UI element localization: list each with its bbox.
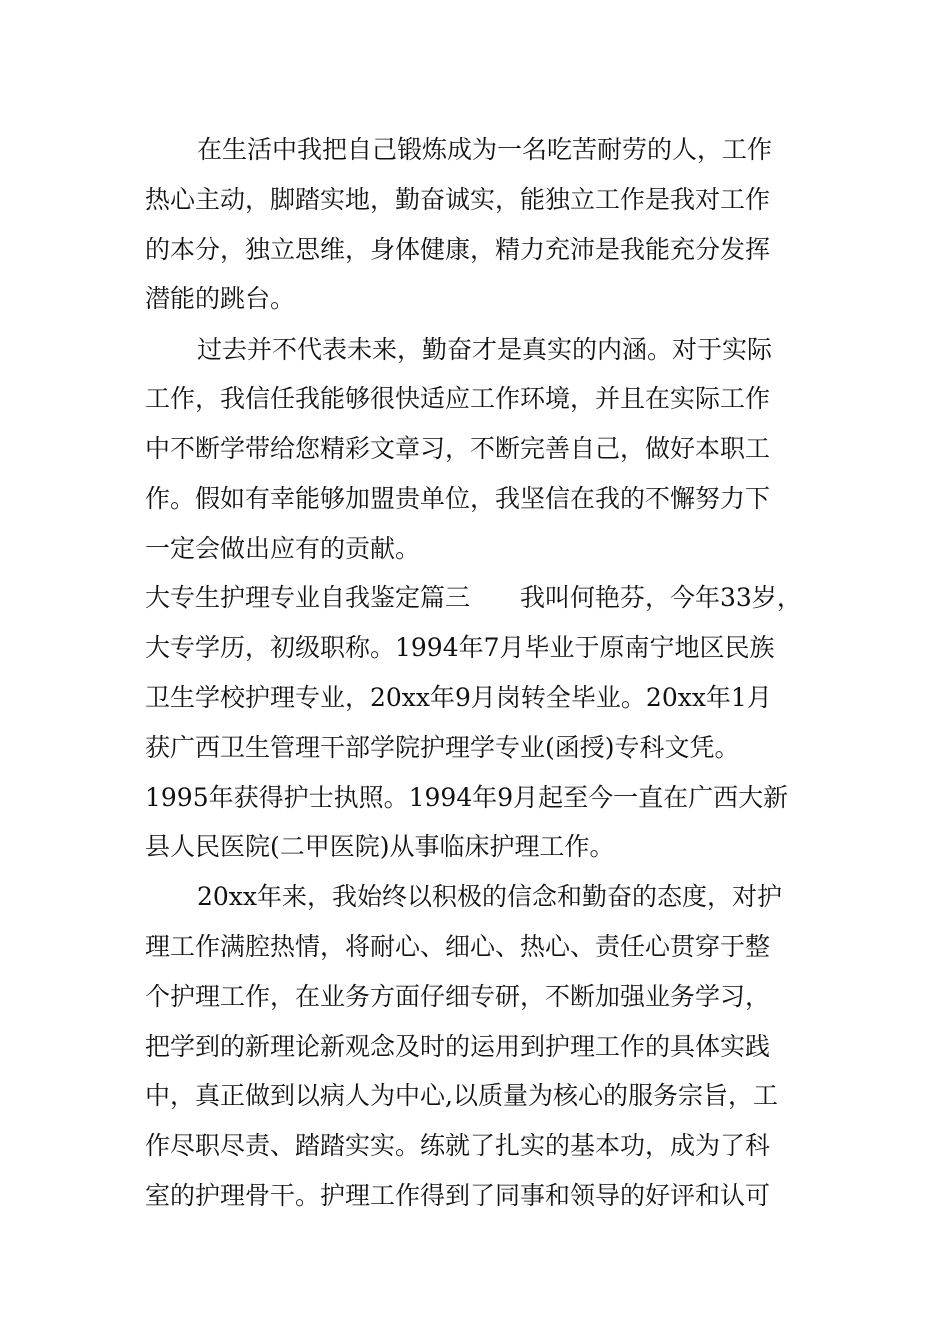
text-line: 作。假如有幸能够加盟贵单位，我坚信在我的不懈努力下 [145, 484, 771, 513]
section-heading-line: 大专生护理专业自我鉴定篇三 我叫何艳芬，今年33岁， [145, 583, 802, 612]
text-line: 县人民医院(二甲医院)从事临床护理工作。 [145, 832, 615, 861]
text-line: 的本分，独立思维，身体健康，精力充沛是我能充分发挥 [145, 235, 771, 264]
text-line: 大专学历，初级职称。1994年7月毕业于原南宁地区民族 [145, 633, 775, 662]
text-line: 热心主动，脚踏实地，勤奋诚实，能独立工作是我对工作 [145, 185, 771, 214]
text-line: 获广西卫生管理干部学院护理学专业(函授)专科文凭。 [145, 733, 740, 762]
text-line: 20xx年来，我始终以积极的信念和勤奋的态度，对护 [197, 882, 783, 911]
text-line: 中，真正做到以病人为中心,以质量为核心的服务宗旨，工 [145, 1081, 778, 1110]
text-line: 潜能的跳台。 [145, 284, 296, 313]
text-line: 个护理工作，在业务方面仔细专研，不断加强业务学习， [145, 982, 771, 1011]
text-line: 在生活中我把自己锻炼成为一名吃苦耐劳的人，工作 [197, 135, 773, 164]
text-line: 室的护理骨干。护理工作得到了同事和领导的好评和认可 [145, 1181, 771, 1210]
text-line: 一定会做出应有的贡献。 [145, 534, 421, 563]
text-line: 1995年获得护士执照。1994年9月起至今一直在广西大新 [145, 783, 789, 812]
text-line: 把学到的新理论新观念及时的运用到护理工作的具体实践 [145, 1032, 771, 1061]
text-line: 理工作满腔热情，将耐心、细心、热心、责任心贯穿于整 [145, 932, 771, 961]
text-line: 作尽职尽责、踏踏实实。练就了扎实的基本功，成为了科 [145, 1131, 771, 1160]
text-line: 中不断学带给您精彩文章习，不断完善自己，做好本职工 [145, 434, 771, 463]
text-line: 工作，我信任我能够很快适应工作环境，并且在实际工作 [145, 384, 771, 413]
text-line: 过去并不代表未来，勤奋才是真实的内涵。对于实际 [197, 335, 773, 364]
text-line: 卫生学校护理专业，20xx年9月岗转全毕业。20xx年1月 [145, 683, 772, 712]
